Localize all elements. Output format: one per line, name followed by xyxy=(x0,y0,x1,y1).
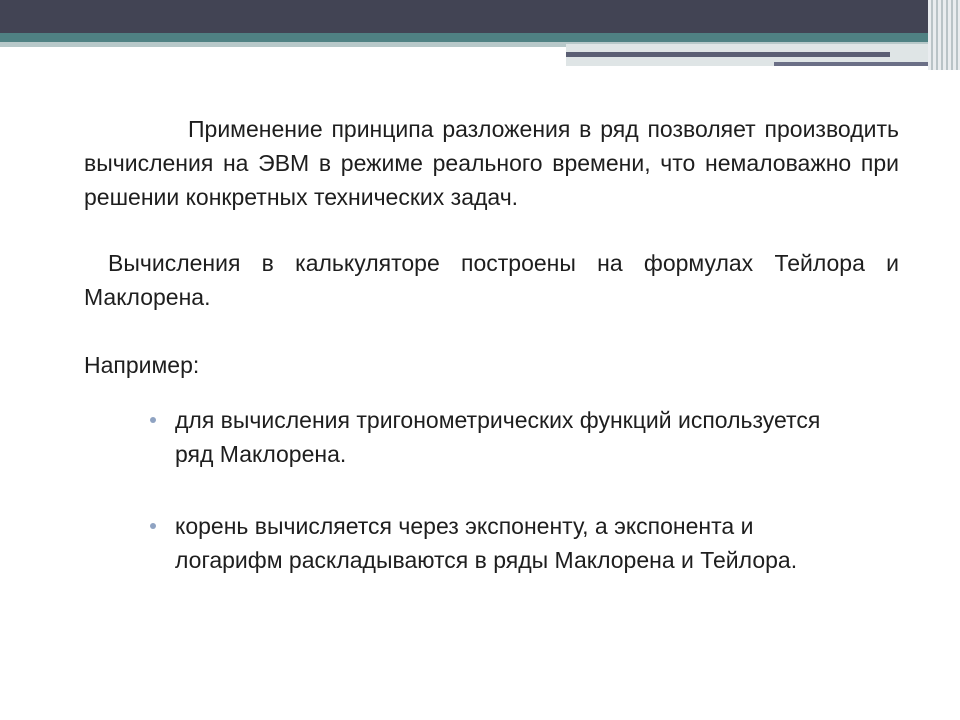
header-stripes xyxy=(928,0,960,70)
list-item xyxy=(150,403,850,471)
paragraph-intro: Применение принципа разложения в ряд позволяет производить вычисления на ЭВМ в режиме реального времени, что немаловажно при решении конкретных технических задач. xyxy=(84,116,899,210)
list-item-text: для вычисления тригонометрических функций используется ряд Маклорена. xyxy=(175,407,821,467)
bullet-dot-icon xyxy=(150,523,156,529)
bullet-dot-icon xyxy=(150,417,156,423)
paragraph-example-label: Например: xyxy=(84,352,200,378)
header-accent-line xyxy=(566,52,890,57)
header-accent-line-short xyxy=(774,62,944,66)
list-item xyxy=(150,509,850,577)
paragraph-formulas: Вычисления в калькуляторе построены на формулах Тейлора и Маклорена. xyxy=(84,250,899,310)
example-list xyxy=(150,403,850,615)
list-item-text: корень вычисляется через экспоненту, а экспонента и логарифм раскладываются в ряды Маклорена и Тейлора. xyxy=(175,513,798,573)
header-band-teal xyxy=(0,33,960,42)
header-band-dark xyxy=(0,0,960,33)
